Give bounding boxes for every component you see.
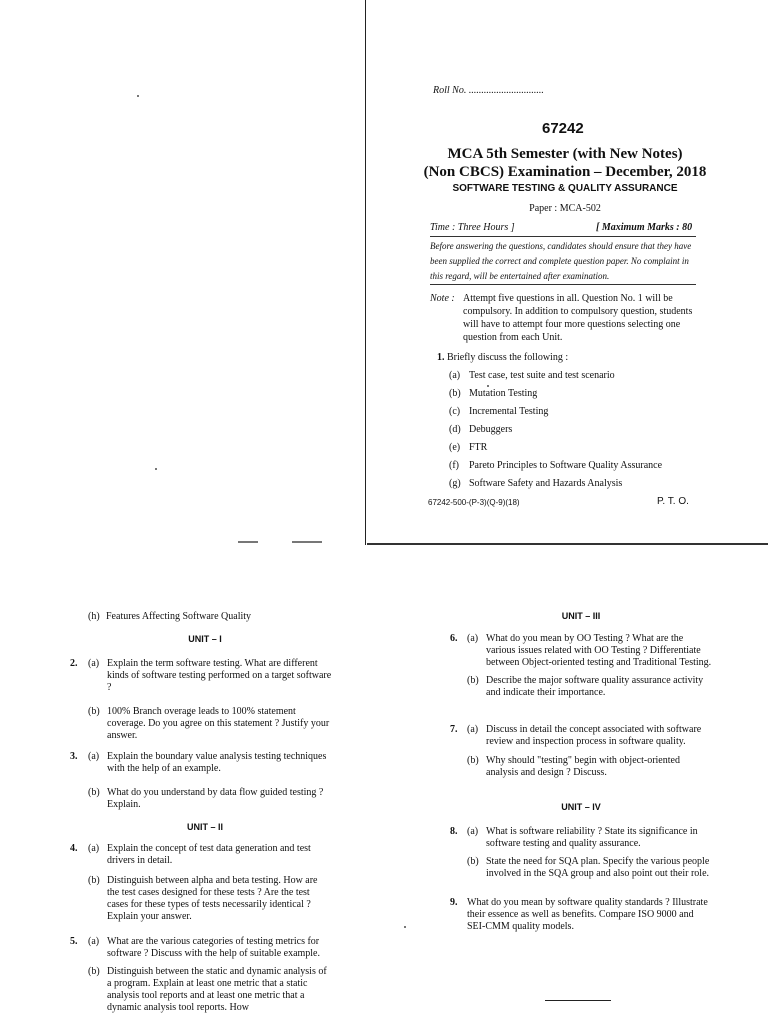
question-text: Explain the concept of test data generation and test drivers in detail. [107,843,311,866]
question-4: 4. (a) Explain the concept of test data generation and test drivers in detail. (b) Distinguish between alpha and beta testing. How are the test cases designed for these tests ? Are the test cases for these types of tests necessarily identical ? Explain your answer. [70,843,332,923]
question-text: Explain the boundary value analysis testing techniques with the help of an example. [107,751,327,774]
question-text: State the need for SQA plan. Specify the various people involved in the SQA group and also point out their role. [486,856,710,879]
unit-heading: UNIT – I [188,634,222,644]
question-text: What is software reliability ? State its significance in software testing and quality assurance. [486,826,698,849]
exam-title [400,145,730,181]
instruction-text: Before answering the questions, candidates should ensure that they have been supplied the correct and complete question paper. No complaint in this regard, will be entertained after examination. [430,241,692,281]
question-8: 8. (a) What is software reliability ? State its significance in software testing and quality assurance. (b) State the need for SQA plan. Specify the various people involved in the SQA group and also point out their role. [450,826,712,880]
sub-question: (b) 100% Branch overage leads to 100% statement coverage. Do you agree on this statement ? Justify your answer. [70,706,332,742]
list-item: (e) FTR [449,442,488,453]
list-item: (b) Mutation Testing [449,388,538,399]
divider [430,236,696,237]
sub-question: (b) Describe the major software quality assurance activity and indicate their importance. [450,675,712,699]
unit-heading: UNIT – IV [561,802,601,812]
sub-question: (b) Distinguish between alpha and beta testing. How are the test cases designed for these tests ? Are the test cases for these types of tests necessarily identical ? Explain your answer. [70,875,332,923]
subject-title: SOFTWARE TESTING & QUALITY ASSURANCE [452,183,678,194]
question-text: Briefly discuss the following : [447,352,569,363]
question-text: Explain the term software testing. What are different kinds of software testing performed on a target software ? [107,658,332,693]
question-9: 9. What do you mean by software quality standards ? Illustrate their essence as well as benefits. Compare ISO 9000 and SEI-CMM quality models. [450,897,712,933]
question-3: 3. (a) Explain the boundary value analysis testing techniques with the help of an example. (b) What do you understand by data flow guided testing ? Explain. [70,751,332,811]
divider [430,284,696,285]
sub-question: (b) What do you understand by data flow guided testing ? Explain. [70,787,332,811]
page-fold-vertical [365,0,366,545]
question-text: What do you mean by OO Testing ? What are the various issues related with OO Testing ? Differentiate between Object-oriented testing and Traditional Testing. [486,633,712,668]
scan-speck [238,541,258,543]
question-5: 5. (a) What are the various categories of testing metrics for software ? Discuss with the help of suitable example. (b) Distinguish between the static and dynamic analysis of a program. Explain at least one metric that a static analysis tool reports and at least one metric that a dynamic analysis tool reports. How [70,936,332,1014]
question-2: 2. (a) Explain the term software testing. What are different kinds of software testing performed on a target software ? (b) 100% Branch overage leads to 100% statement coverage. Do you agree on this statement ? Justify your answer. [70,658,332,741]
list-item: (g) Software Safety and Hazards Analysis [449,478,623,489]
question-6: 6. (a) What do you mean by OO Testing ? What are the various issues related with OO Testing ? Differentiate between Object-oriented testing and Traditional Testing. (b) Describe the major software quality assurance activity and indicate their importance. [450,633,712,698]
question-text: What do you mean by software quality standards ? Illustrate their essence as well as benefits. Compare ISO 9000 and SEI-CMM quality models. [467,897,708,932]
scan-speck [155,468,157,470]
pto-label: P. T. O. [657,496,689,507]
maximum-marks: [ Maximum Marks : 80 [596,222,693,233]
footer-code: 67242-500-(P-3)(Q-9)(18) [428,498,520,507]
scan-speck [137,95,139,97]
question-number: 1. [437,352,445,363]
question-text: Distinguish between the static and dynamic analysis of a program. Explain at least one metric that a static analysis tool reports and at least one metric that a dynamic analysis tool reports. How [107,966,327,1013]
question-text: What are the various categories of testing metrics for software ? Discuss with the help of suitable example. [107,936,320,959]
question-text: 100% Branch overage leads to 100% statement coverage. Do you agree on this statement ? Justify your answer. [107,706,330,741]
note-label: Note : [430,293,455,304]
question-text: Discuss in detail the concept associated with software review and inspection process in software quality. [486,724,702,747]
question-1 [437,352,568,363]
exam-title-line1: MCA 5th Semester (with New Notes) [447,146,683,162]
time-allowed: Time : Three Hours ] [430,222,515,233]
note-text: Attempt five questions in all. Question No. 1 will be compulsory. In addition to compulsory question, students will have to attempt four more questions selecting one question from each Unit. [463,293,693,343]
paper-code: 67242 [542,120,584,137]
scan-speck [404,926,406,928]
unit-heading: UNIT – III [561,611,601,621]
end-rule [545,1000,611,1001]
question-1-items [449,370,662,496]
question-text: Why should "testing" begin with object-oriented analysis and design ? Discuss. [486,755,680,778]
page-fold-horizontal [367,543,768,545]
note-block [430,292,698,344]
question-text: Describe the major software quality assurance activity and indicate their importance. [486,675,704,698]
roll-number-line: Roll No. .............................. [433,85,544,96]
scan-speck [292,541,322,543]
paper-number: Paper : MCA-502 [529,203,601,214]
list-item: (a) Test case, test suite and test scenario [449,370,615,381]
sub-question: (b) Why should "testing" begin with object-oriented analysis and design ? Discuss. [450,755,712,779]
question-text: What do you understand by data flow guided testing ? Explain. [107,787,324,810]
unit-heading: UNIT – II [186,822,223,832]
list-item: (d) Debuggers [449,424,513,435]
question-text: Distinguish between alpha and beta testing. How are the test cases designed for these tests ? Are the test cases for these types of tests necessarily identical ? Explain your answer. [107,875,318,922]
exam-title-line2: (Non CBCS) Examination – December, 2018 [423,164,707,180]
sub-question: (b) Distinguish between the static and dynamic analysis of a program. Explain at least one metric that a static analysis tool reports and at least one metric that a dynamic analysis tool reports. How [70,966,332,1014]
list-item: (f) Pareto Principles to Software Quality Assurance [449,460,663,471]
question-1h: (h) Features Affecting Software Quality [88,611,252,622]
question-7: 7. (a) Discuss in detail the concept associated with software review and inspection process in software quality. (b) Why should "testing" begin with object-oriented analysis and design ? Discuss. [450,724,712,779]
list-item: (c) Incremental Testing [449,406,549,417]
sub-question: (b) State the need for SQA plan. Specify the various people involved in the SQA group and also point out their role. [450,856,712,880]
